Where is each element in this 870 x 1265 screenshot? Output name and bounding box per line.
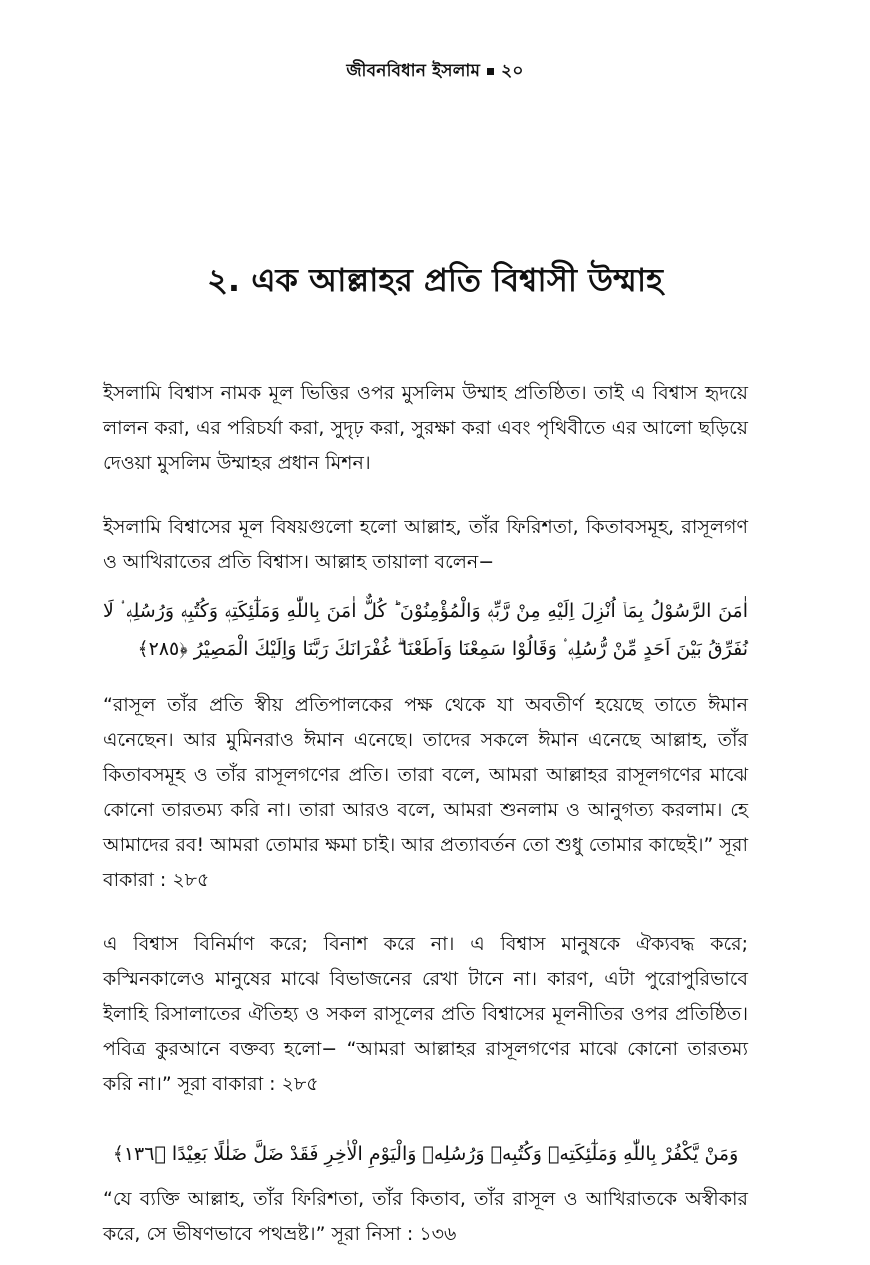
header-separator-square — [487, 68, 494, 75]
chapter-title: ২. এক আল্লাহর প্রতি বিশ্বাসী উম্মাহ — [207, 261, 663, 299]
paragraph-verse-translation: “রাসূল তাঁর প্রতি স্বীয় প্রতিপালকের পক্ষ থেকে যা অবতীর্ণ হয়েছে তাতে ঈমান এনেছেন। আর মুমিনরাও ঈমান এনেছে। তাদের সকলে ঈমান এনেছে আল্লাহ, তাঁর কিতাবসমূহ ও তাঁর রাসূলগণের প্রতি। তারা বলে, আমরা আল্লাহর রাসূলগণের মাঝে কোনো তারতম্য করি না। তারা আরও বলে, আমরা শুনলাম ও আনুগত্য করলাম। হে আমাদের রব! আমরা তোমার ক্ষমা চাই। আর প্রত্যাবর্তন তো শুধু তোমার কাছেই।” সূরা বাকারা : ২৮৫ — [103, 694, 748, 891]
arabic-verse-baqara-285: اٰمَنَ الرَّسُوْلُ بِمَاۤ اُنْزِلَ اِلَيْهِ مِنْ رَّبِّهٖ وَالْمُؤْمِنُوْنَ ؕ كُلٌّ اٰمَنَ بِاللّٰهِ وَمَلٰٓئِكَتِهٖ وَكُتُبِهٖ وَرُسُلِهٖ ۟ لَا نُفَرِّقُ بَيْنَ اَحَدٍ مِّنْ رُّسُلِهٖ ۟ وَقَالُوْا سَمِعْنَا وَاَطَعْنَا ۗ غُفْرَانَكَ رَبَّنَا وَاِلَيْكَ الْمَصِيْرُ ﴿٢٨٥﴾ — [103, 600, 748, 660]
paragraph-nisa-translation: “যে ব্যক্তি আল্লাহ, তাঁর ফিরিশতা, তাঁর কিতাব, তাঁর রাসূল ও আখিরাতকে অস্বীকার করে, সে ভীষণভাবে পথভ্রষ্ট।” সূরা নিসা : ১৩৬ — [103, 1188, 748, 1245]
paragraph-intro: ইসলামি বিশ্বাস নামক মূল ভিত্তির ওপর মুসলিম উম্মাহ প্রতিষ্ঠিত। তাই এ বিশ্বাস হৃদয়ে লালন করা, এর পরিচর্যা করা, সুদৃঢ় করা, সুরক্ষা করা এবং পৃথিবীতে এর আলো ছড়িয়ে দেওয়া মুসলিম উম্মাহর প্রধান মিশন। — [103, 382, 748, 474]
paragraph-belief-topics: ইসলামি বিশ্বাসের মূল বিষয়গুলো হলো আল্লাহ, তাঁর ফিরিশতা, কিতাবসমূহ, রাসূলগণ ও আখিরাতের প্রতি বিশ্বাস। আল্লাহ তায়ালা বলেন− — [103, 516, 748, 573]
page-number: ২০ — [501, 61, 524, 81]
paragraph-unity: এ বিশ্বাস বিনির্মাণ করে; বিনাশ করে না। এ বিশ্বাস মানুষকে ঐক্যবদ্ধ করে; কস্মিনকালেও মানুষের মাঝে বিভাজনের রেখা টানে না। কারণ, এটা পুরোপুরিভাবে ইলাহি রিসালাতের ঐতিহ্য ও সকল রাসূলের প্রতি বিশ্বাসের মূলনীতির ওপর প্রতিষ্ঠিত। পবিত্র কুরআনে বক্তব্য হলো− “আমরা আল্লাহর রাসূলগণের মাঝে কোনো তারতম্য করি না।” সূরা বাকারা : ২৮৫ — [103, 933, 748, 1095]
arabic-verse-nisa-136: وَمَنْ يَّكْفُرْ بِاللّٰهِ وَمَلٰٓئِكَتِهٖ وَكُتُبِهٖ وَرُسُلِهٖ وَالْيَوْمِ الْاٰخِرِ فَقَدْ ضَلَّ ضَلٰلًا بَعِيْدًا ﴿١٣٦﴾ — [112, 1143, 739, 1165]
book-title: জীবনবিধান ইসলাম — [346, 61, 481, 81]
running-header — [0, 58, 870, 86]
